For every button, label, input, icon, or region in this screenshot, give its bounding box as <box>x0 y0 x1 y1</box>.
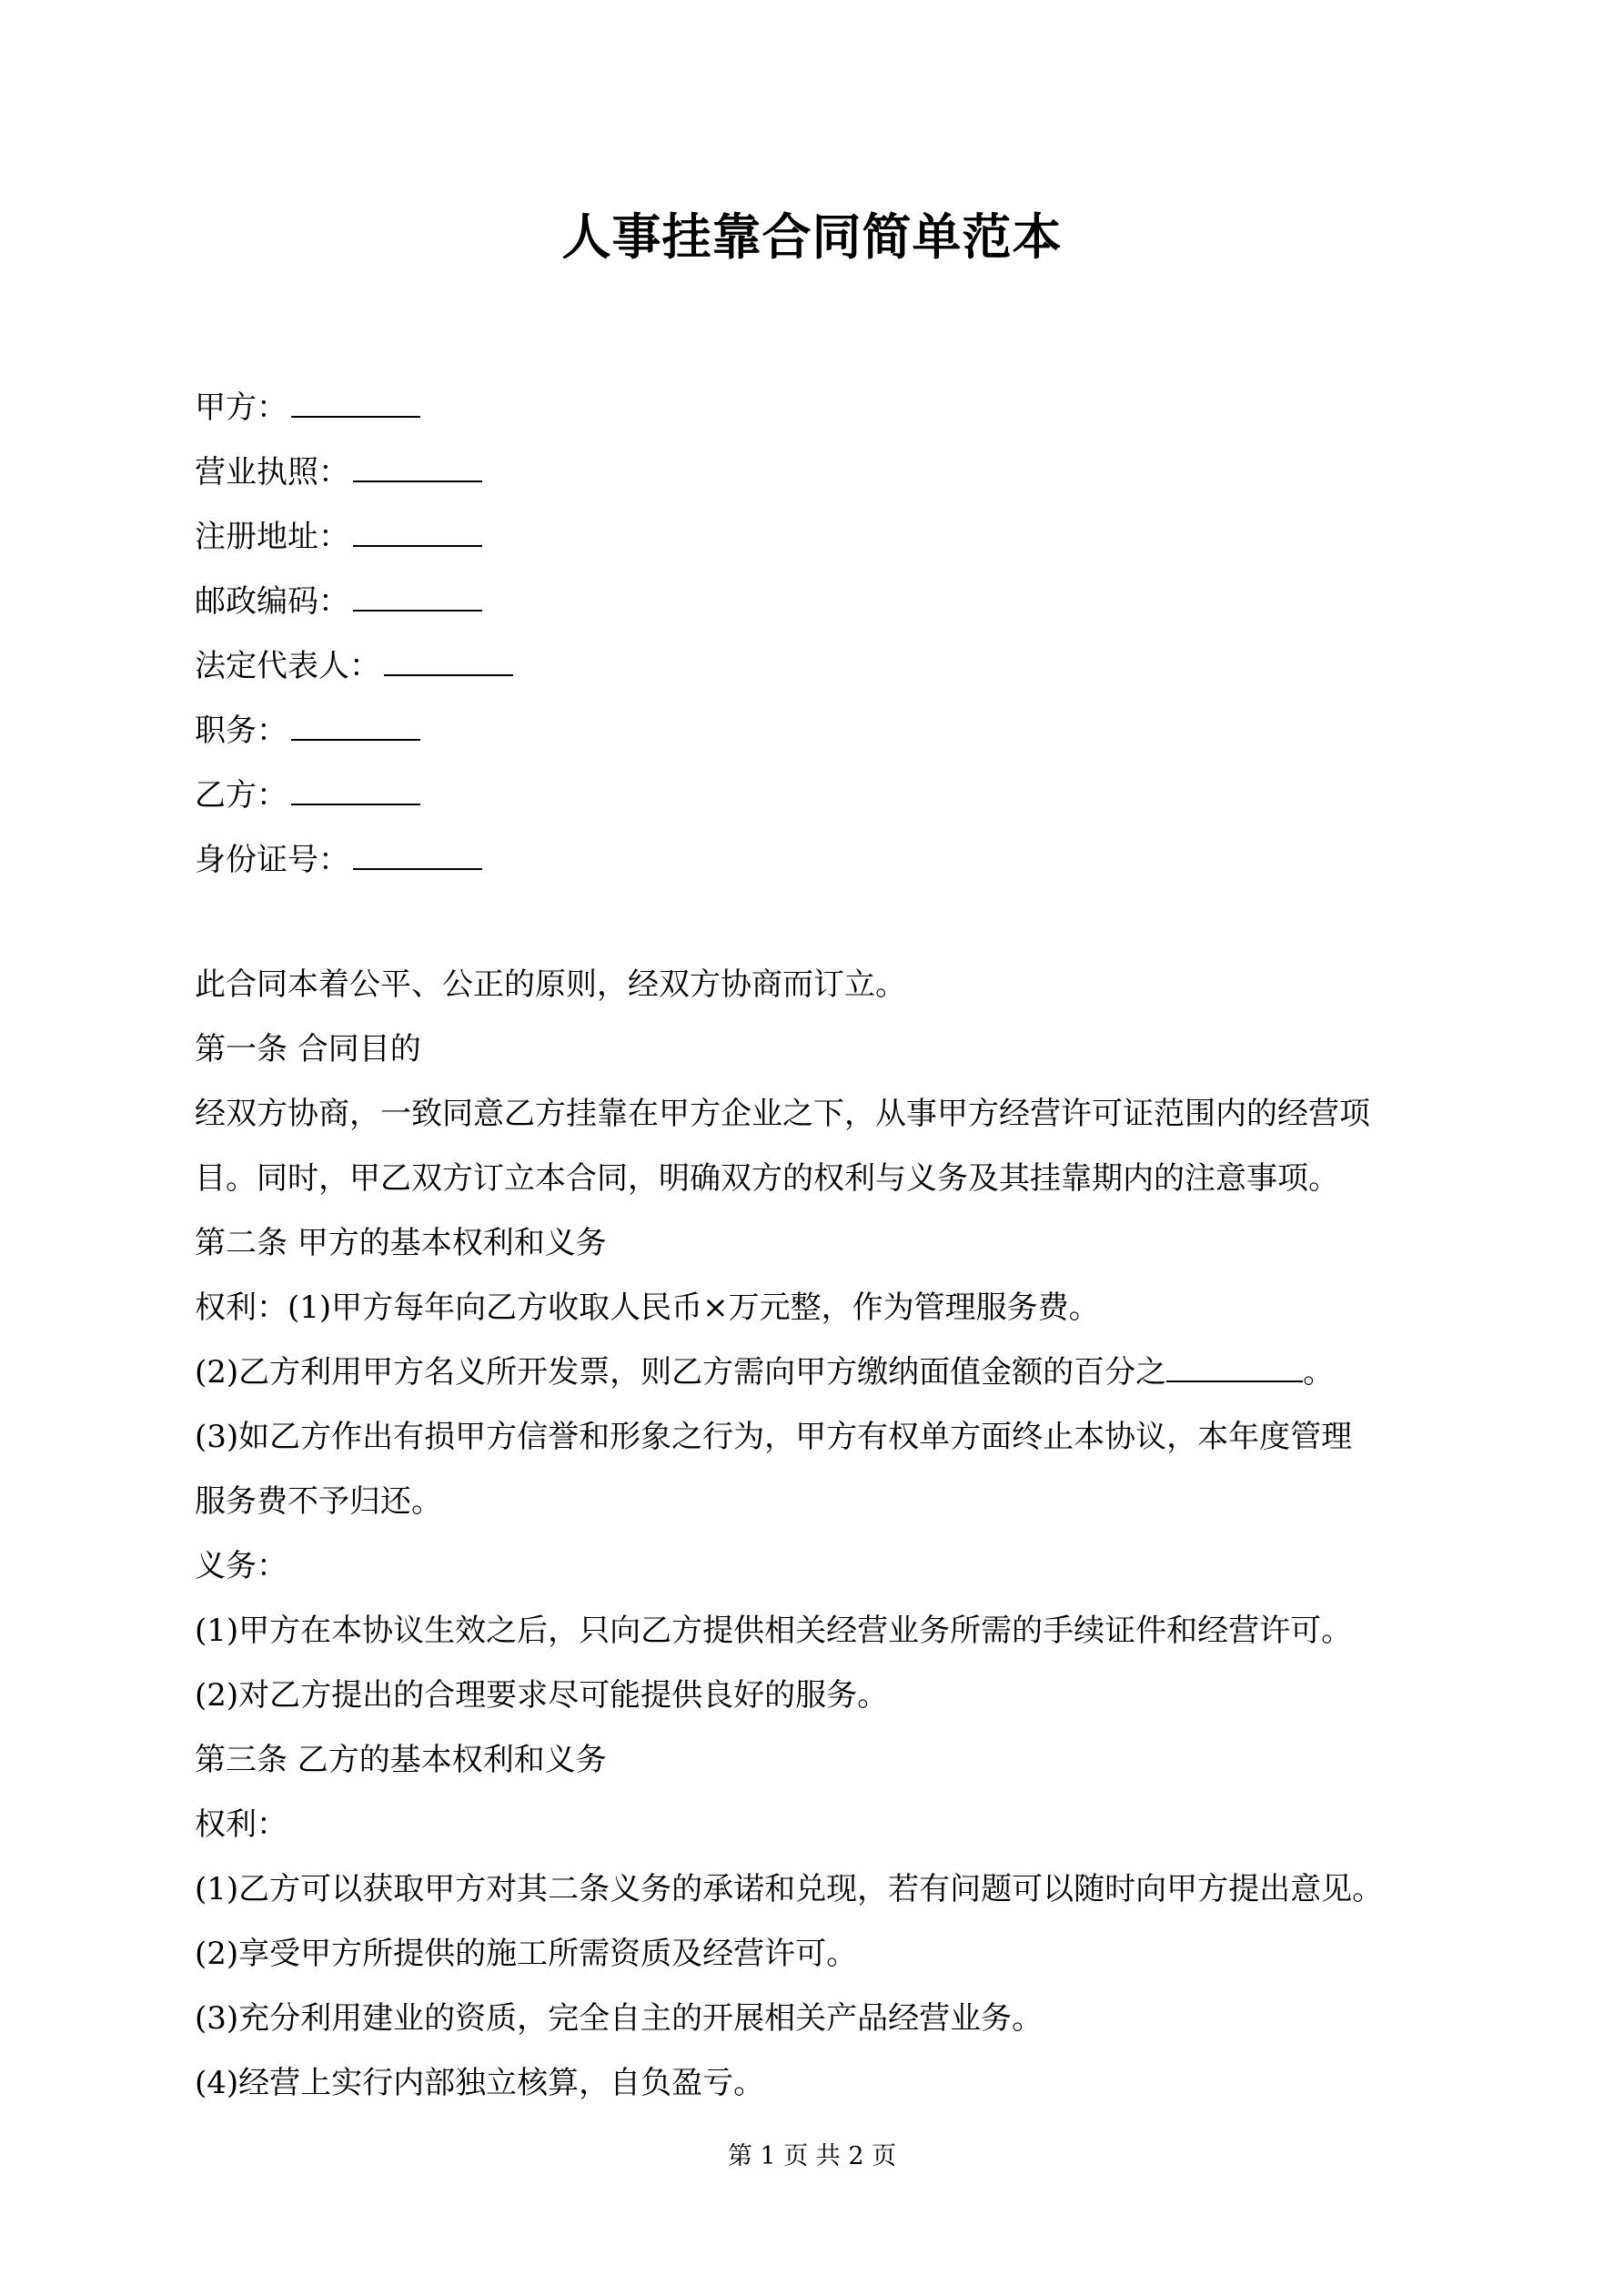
fill-blank <box>291 776 420 805</box>
article-3-right-1: (1)乙方可以获取甲方对其二条义务的承诺和兑现，若有问题可以随时向甲方提出意见。 <box>195 1871 1384 1907</box>
fill-blank <box>353 518 482 547</box>
article-3-rights-label: 权利： <box>195 1806 287 1843</box>
article-2-duty-1: (1)甲方在本协议生效之后，只向乙方提供相关经营业务所需的手续证件和经营许可。 <box>195 1613 1353 1649</box>
article-2-right-3-line-2: 服务费不予归还。 <box>195 1483 442 1520</box>
field-label: 甲方： <box>195 389 287 426</box>
field-registered-address <box>195 505 1468 570</box>
document-title: 人事挂靠合同简单范本 <box>561 207 1063 266</box>
right-2-end: 。 <box>1303 1354 1335 1391</box>
field-label: 身份证号： <box>195 842 349 878</box>
field-business-license <box>195 440 1468 505</box>
party-info-fields <box>195 376 1468 893</box>
field-party-a <box>195 376 1468 440</box>
field-label: 乙方： <box>195 777 287 814</box>
article-2-duty-2: (2)对乙方提出的合理要求尽可能提供良好的服务。 <box>195 1677 889 1714</box>
field-label: 邮政编码： <box>195 583 349 620</box>
right-2-text: (2)乙方利用甲方名义所开发票，则乙方需向甲方缴纳面值金额的百分之 <box>195 1354 1167 1391</box>
fill-blank <box>353 453 482 482</box>
article-3-right-2: (2)享受甲方所提供的施工所需资质及经营许可。 <box>195 1936 858 1972</box>
article-2-title: 第二条 甲方的基本权利和义务 <box>195 1225 607 1261</box>
article-3-right-4: (4)经营上实行内部独立核算，自负盈亏。 <box>195 2065 765 2101</box>
field-legal-representative <box>195 634 1468 699</box>
fill-blank <box>353 582 482 612</box>
fill-blank <box>291 389 420 418</box>
article-2-right-1: 权利：(1)甲方每年向乙方收取人民币×万元整，作为管理服务费。 <box>195 1290 1100 1326</box>
field-postal-code <box>195 570 1468 634</box>
field-label: 职务： <box>195 713 287 749</box>
page-number-footer: 第 1 页 共 2 页 <box>727 2142 897 2170</box>
fill-blank <box>384 647 513 676</box>
article-1-text-line-1: 经双方协商，一致同意乙方挂靠在甲方企业之下，从事甲方经营许可证范围内的经营项 <box>195 1096 1370 1132</box>
field-position <box>195 699 1468 764</box>
article-2-duties-label: 义务： <box>195 1548 287 1584</box>
contract-body <box>195 953 1450 2116</box>
field-label: 营业执照： <box>195 454 349 491</box>
fill-blank <box>291 712 420 741</box>
article-3-title: 第三条 乙方的基本权利和义务 <box>195 1742 607 1778</box>
field-label: 注册地址： <box>195 519 349 555</box>
intro-paragraph: 此合同本着公平、公正的原则，经双方协商而订立。 <box>195 966 906 1003</box>
article-2-right-2 <box>195 1340 1450 1405</box>
fill-blank <box>1166 1353 1303 1382</box>
field-id-number <box>195 828 1468 893</box>
article-3-right-3: (3)充分利用建业的资质，完全自主的开展相关产品经营业务。 <box>195 2000 1044 2037</box>
field-party-b <box>195 764 1468 828</box>
article-1-text-line-2: 目。同时，甲乙双方订立本合同，明确双方的权利与义务及其挂靠期内的注意事项。 <box>195 1160 1339 1197</box>
article-1-title: 第一条 合同目的 <box>195 1031 421 1067</box>
field-label: 法定代表人： <box>195 648 380 684</box>
article-2-right-3-line-1: (3)如乙方作出有损甲方信誉和形象之行为，甲方有权单方面终止本协议，本年度管理 <box>195 1419 1353 1455</box>
fill-blank <box>353 841 482 870</box>
